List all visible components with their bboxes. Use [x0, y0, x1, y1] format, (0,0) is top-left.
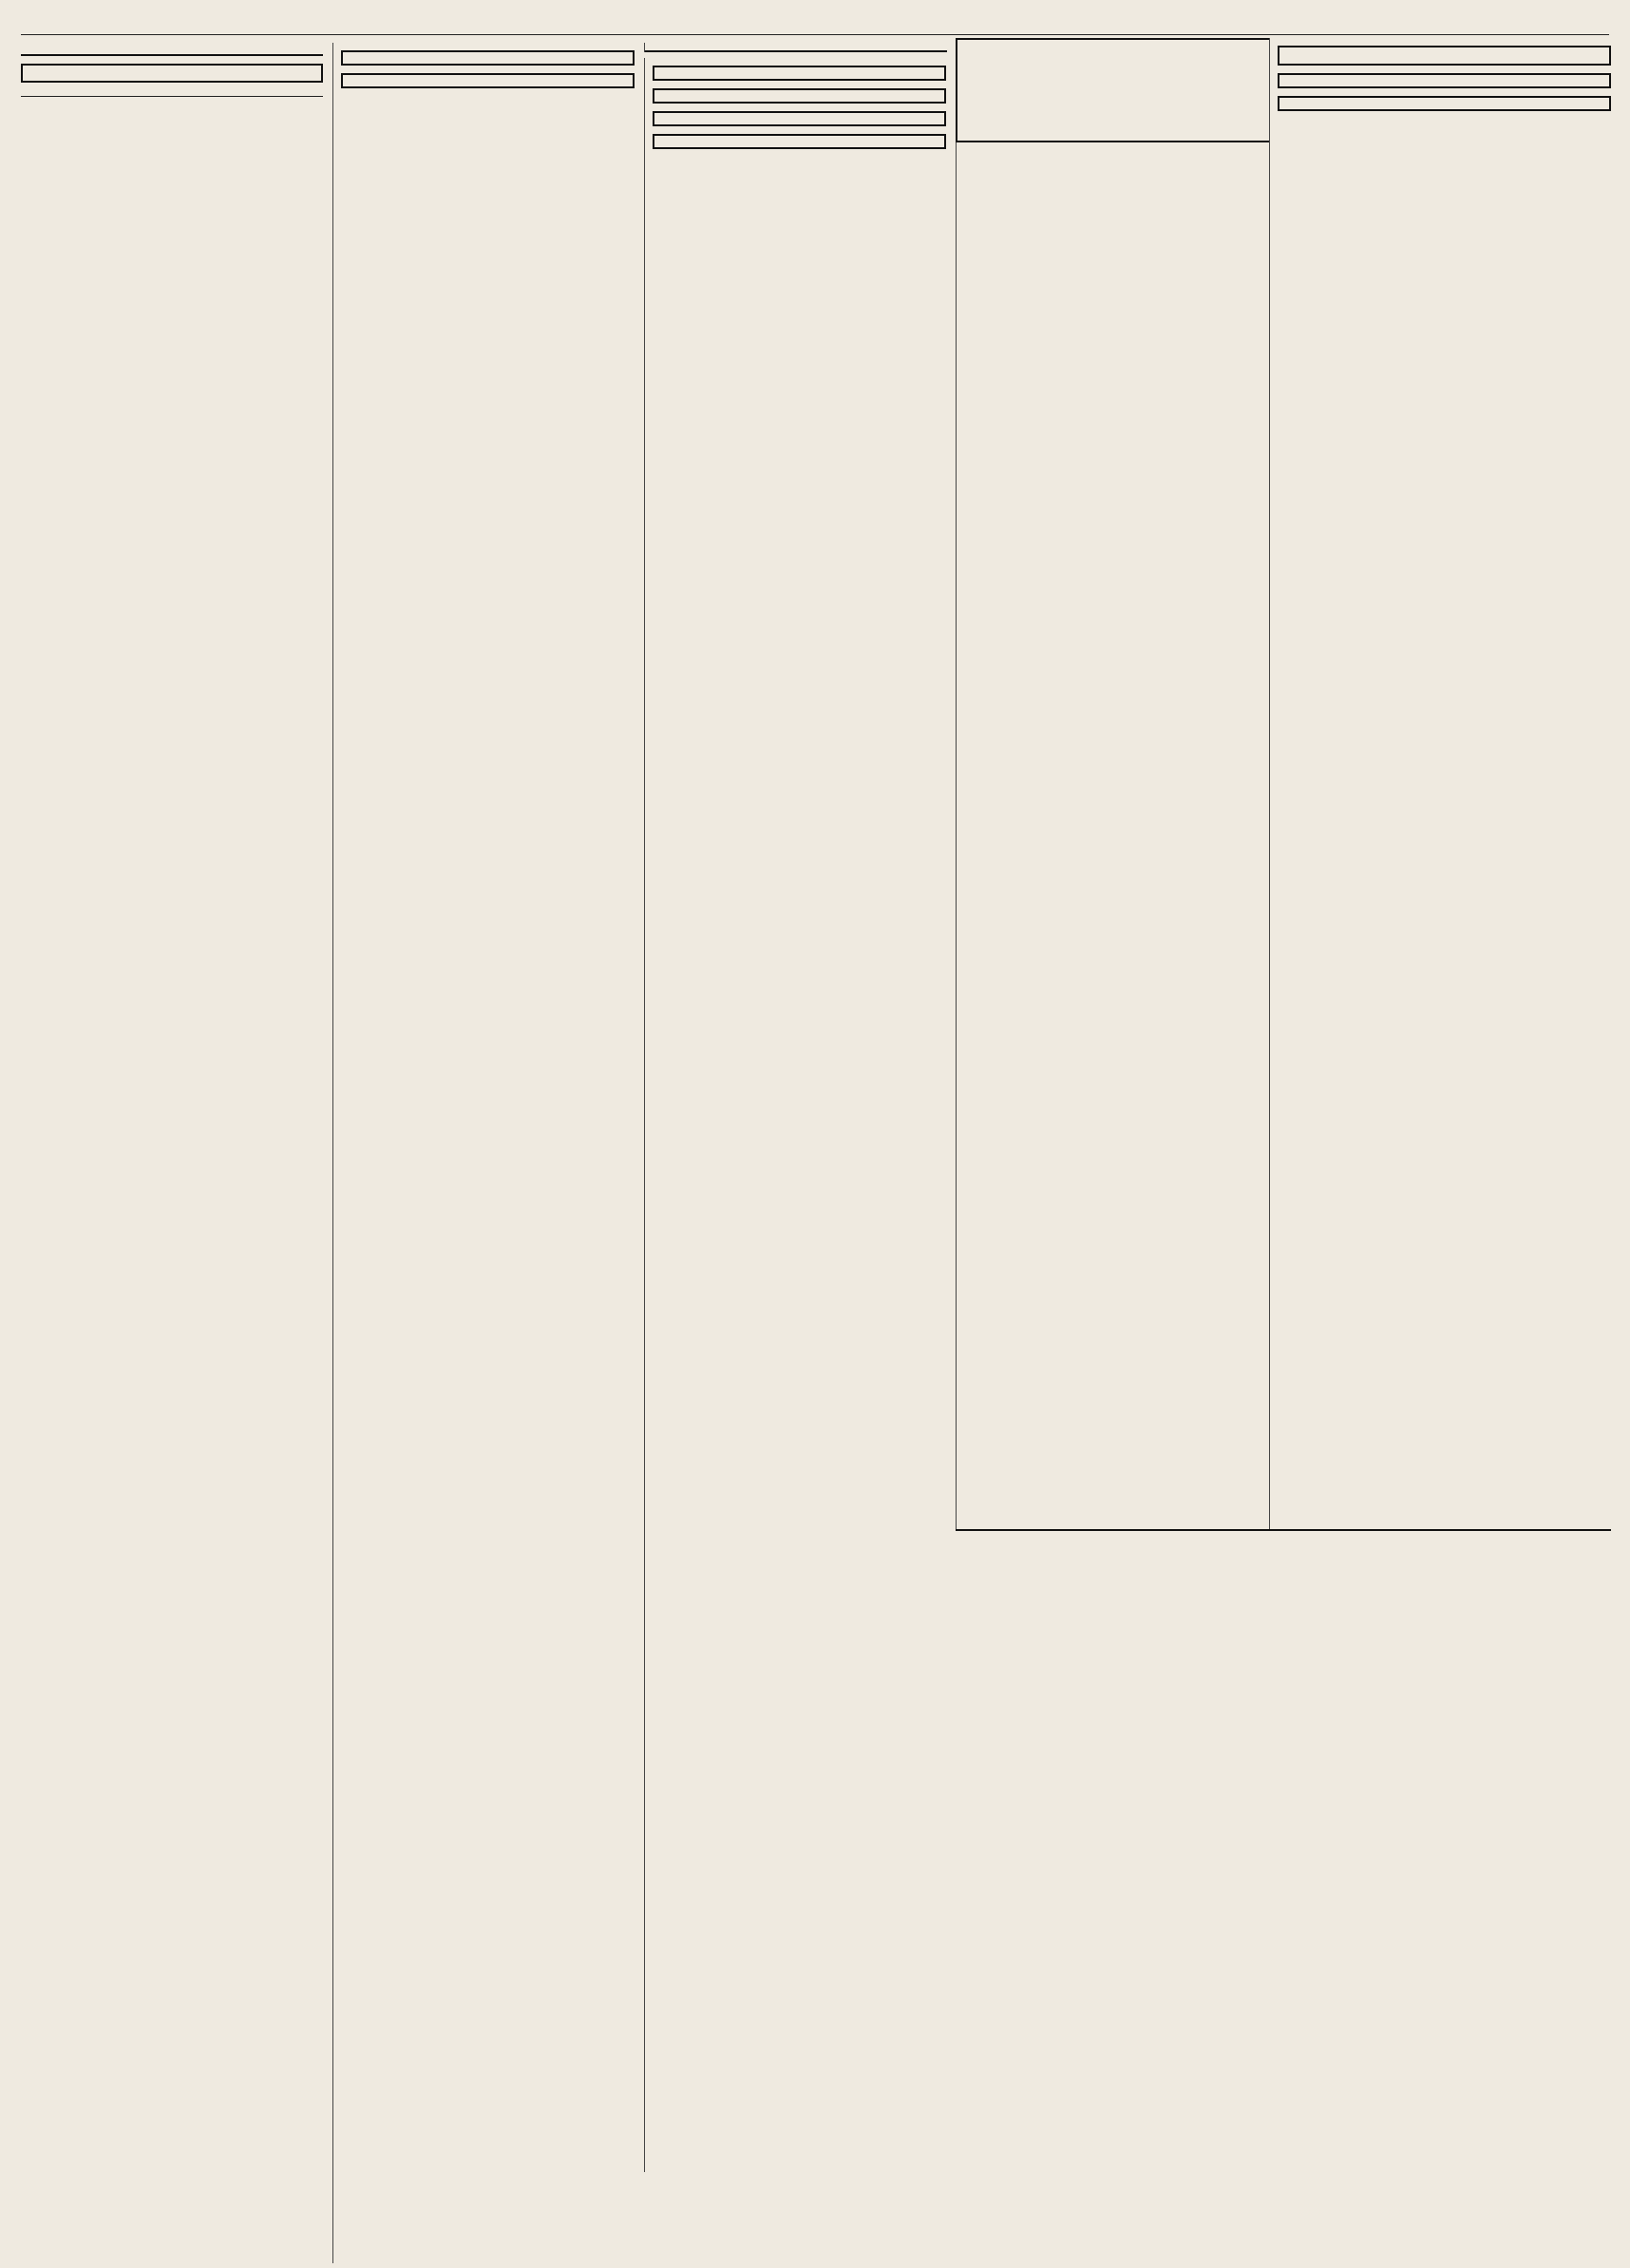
ad-eden-teatro: [341, 50, 635, 66]
section-title-vida-sportiva: [21, 43, 323, 56]
banco-notice: [956, 1529, 1611, 2259]
column-sports: [21, 43, 323, 2263]
ad-teatro-gymnasio: [653, 88, 946, 104]
ad-casa-bancaria: [1278, 96, 1611, 111]
column-ads: [1269, 38, 1611, 1529]
ad-assucar: [1278, 73, 1611, 88]
ad-neves-sampaio: [653, 134, 946, 149]
ad-teatro-nacional: [21, 64, 323, 83]
ad-salao-central: [653, 66, 946, 81]
noticias-header-wrap: [644, 43, 947, 52]
ad-teatro-ginasio: [653, 111, 946, 126]
column-sports-cont: [332, 43, 635, 2263]
ad-policlinica: [1278, 46, 1611, 66]
section-title-noticias: [645, 43, 947, 52]
ad-assis-brito: [341, 73, 635, 88]
running-header: [21, 13, 1609, 35]
column-noticias: [644, 58, 946, 2172]
